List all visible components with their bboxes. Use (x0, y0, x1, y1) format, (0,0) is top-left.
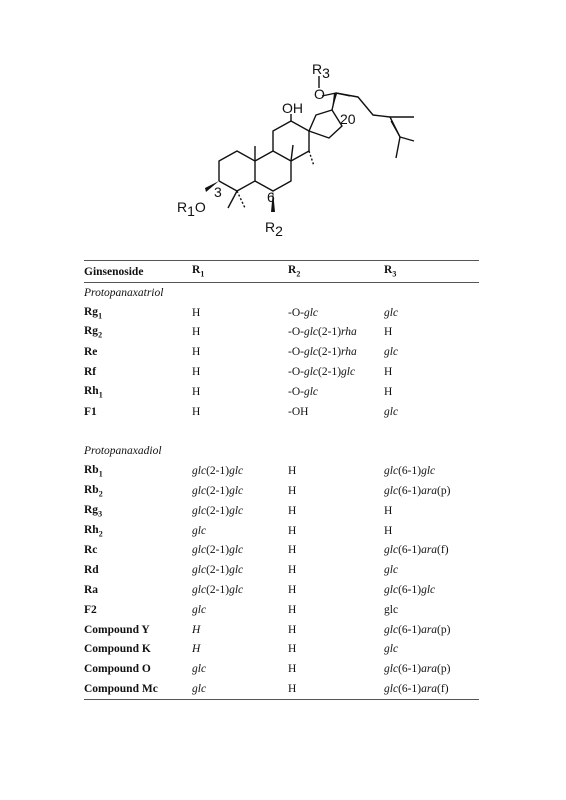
cell-ginsenoside: $Rb_1$ (84, 464, 103, 479)
header-r3: $R_3$ (384, 264, 397, 279)
cell-ginsenoside: Rf (84, 366, 97, 379)
table-body (84, 283, 479, 700)
c6-label: 6 (267, 189, 275, 205)
cell-r2: -O-glc(2-1)rha (288, 326, 357, 339)
cell-r3: glc(6-1)ara(f) (384, 683, 449, 696)
cell-ginsenoside: $Rh_1$ (84, 384, 103, 400)
cell-r1: glc(2-1)glc (192, 504, 244, 517)
cell-r1: H (192, 385, 201, 398)
cell-r1: H (192, 306, 201, 319)
cell-r1: glc(2-1)glc (192, 544, 244, 557)
cell-ginsenoside: Rc (84, 544, 98, 557)
cell-r2: H (288, 504, 297, 517)
cell-r3: H (384, 504, 393, 517)
table-row (84, 402, 479, 422)
cell-r1: glc (192, 603, 207, 616)
cell-r3: glc (384, 405, 399, 418)
cell-ginsenoside: $Rg_1$ (84, 305, 103, 320)
cell-r2: -O-glc (288, 306, 319, 319)
cell-r3: H (384, 326, 393, 339)
c3-label: 3 (214, 184, 222, 200)
table-row (84, 560, 479, 580)
cell-r1: glc (192, 524, 207, 537)
header-ginsenoside: Ginsenoside (84, 265, 144, 278)
header-r1: $R_1$ (192, 264, 205, 279)
cell-r2: H (288, 663, 297, 676)
cell-r1: H (192, 623, 201, 636)
cell-r2: H (288, 564, 297, 577)
cell-r1: glc (192, 683, 207, 696)
cell-r3: glc(6-1)ara(p) (384, 623, 451, 636)
table-row (84, 323, 479, 343)
table-row (84, 640, 479, 660)
cell-r3: glc (384, 603, 399, 616)
cell-r3: H (384, 366, 393, 379)
r2-label: R2 (265, 219, 283, 239)
cell-r1: H (192, 346, 201, 359)
cell-r1: H (192, 405, 201, 418)
cell-r1: glc(2-1)glc (192, 485, 244, 498)
cell-ginsenoside: $Rg_2$ (84, 325, 103, 340)
cell-r2: H (288, 584, 297, 597)
spacer-cell (84, 422, 479, 442)
table-row (84, 620, 479, 640)
table-row (84, 521, 479, 541)
table-row (84, 600, 479, 620)
cell-r1: H (192, 326, 201, 339)
cell-r2: H (288, 524, 297, 537)
cell-ginsenoside: $Rg_3$ (84, 503, 103, 519)
spacer-row (84, 422, 479, 442)
table-row (84, 481, 479, 501)
table-row (84, 659, 479, 679)
oh-label: OH (282, 100, 303, 116)
cell-r3: glc (384, 306, 399, 319)
ginsenoside-core-structure (0, 0, 566, 255)
cell-r2: H (288, 603, 297, 616)
cell-r3: glc(6-1)ara(p) (384, 663, 451, 676)
cell-ginsenoside: Re (84, 346, 98, 359)
cell-ginsenoside: $Rh_2$ (84, 523, 103, 538)
header-r2: $R_2$ (288, 264, 301, 279)
cell-ginsenoside: Compound K (84, 643, 151, 656)
cell-ginsenoside: Compound Y (84, 623, 150, 636)
cell-ginsenoside: Ra (84, 584, 99, 597)
cell-r1: H (192, 366, 201, 379)
cell-r3: glc(6-1)glc (384, 465, 436, 478)
cell-r2: -O-glc(2-1)rha (288, 346, 357, 359)
cell-r2: -OH (288, 405, 309, 418)
cell-r1: glc(2-1)glc (192, 564, 244, 577)
table-row (84, 362, 479, 382)
table-row (84, 580, 479, 600)
cell-r2: H (288, 485, 297, 498)
r3-label: R3 (312, 61, 330, 81)
ginsenoside-table (84, 260, 479, 700)
cell-r2: H (288, 643, 297, 656)
cell-r3: glc (384, 346, 399, 359)
o-top-label: O (314, 86, 325, 102)
cell-r1: H (192, 643, 201, 656)
table-row (84, 501, 479, 521)
cell-r2: H (288, 465, 297, 478)
group-title-row (84, 283, 479, 303)
group-title-row (84, 442, 479, 462)
cell-r3: glc(6-1)glc (384, 584, 436, 597)
group-title: Protopanaxatriol (84, 286, 164, 299)
table-row (84, 342, 479, 362)
cell-r3: glc(6-1)ara(f) (384, 544, 449, 557)
cell-r2: H (288, 683, 297, 696)
cell-r3: glc(6-1)ara(p) (384, 485, 451, 498)
cell-r1: glc (192, 663, 207, 676)
table-row (84, 303, 479, 323)
cell-r3: H (384, 524, 393, 537)
cell-ginsenoside: Rd (84, 564, 99, 577)
table-row (84, 541, 479, 561)
table-header-row (84, 261, 479, 283)
cell-r1: glc(2-1)glc (192, 465, 244, 478)
cell-ginsenoside: F2 (84, 603, 97, 616)
cell-r2: -O-glc (288, 385, 319, 398)
r1o-label: R1O (177, 199, 206, 219)
cell-r2: H (288, 623, 297, 636)
table-row (84, 382, 479, 402)
cell-r1: glc(2-1)glc (192, 584, 244, 597)
table-row (84, 679, 479, 699)
cell-ginsenoside: Compound Mc (84, 683, 158, 696)
group-title: Protopanaxadiol (84, 445, 162, 458)
cell-ginsenoside: $Rb_2$ (84, 483, 103, 499)
cell-r3: glc (384, 643, 399, 656)
cell-r2: H (288, 544, 297, 557)
c20-label: 20 (340, 111, 356, 127)
cell-r3: H (384, 385, 393, 398)
ginsenoside-table-container (84, 260, 479, 700)
table-row (84, 461, 479, 481)
cell-r3: glc (384, 564, 399, 577)
cell-ginsenoside: F1 (84, 405, 97, 418)
cell-r2: -O-glc(2-1)glc (288, 366, 356, 379)
cell-ginsenoside: Compound O (84, 663, 151, 676)
